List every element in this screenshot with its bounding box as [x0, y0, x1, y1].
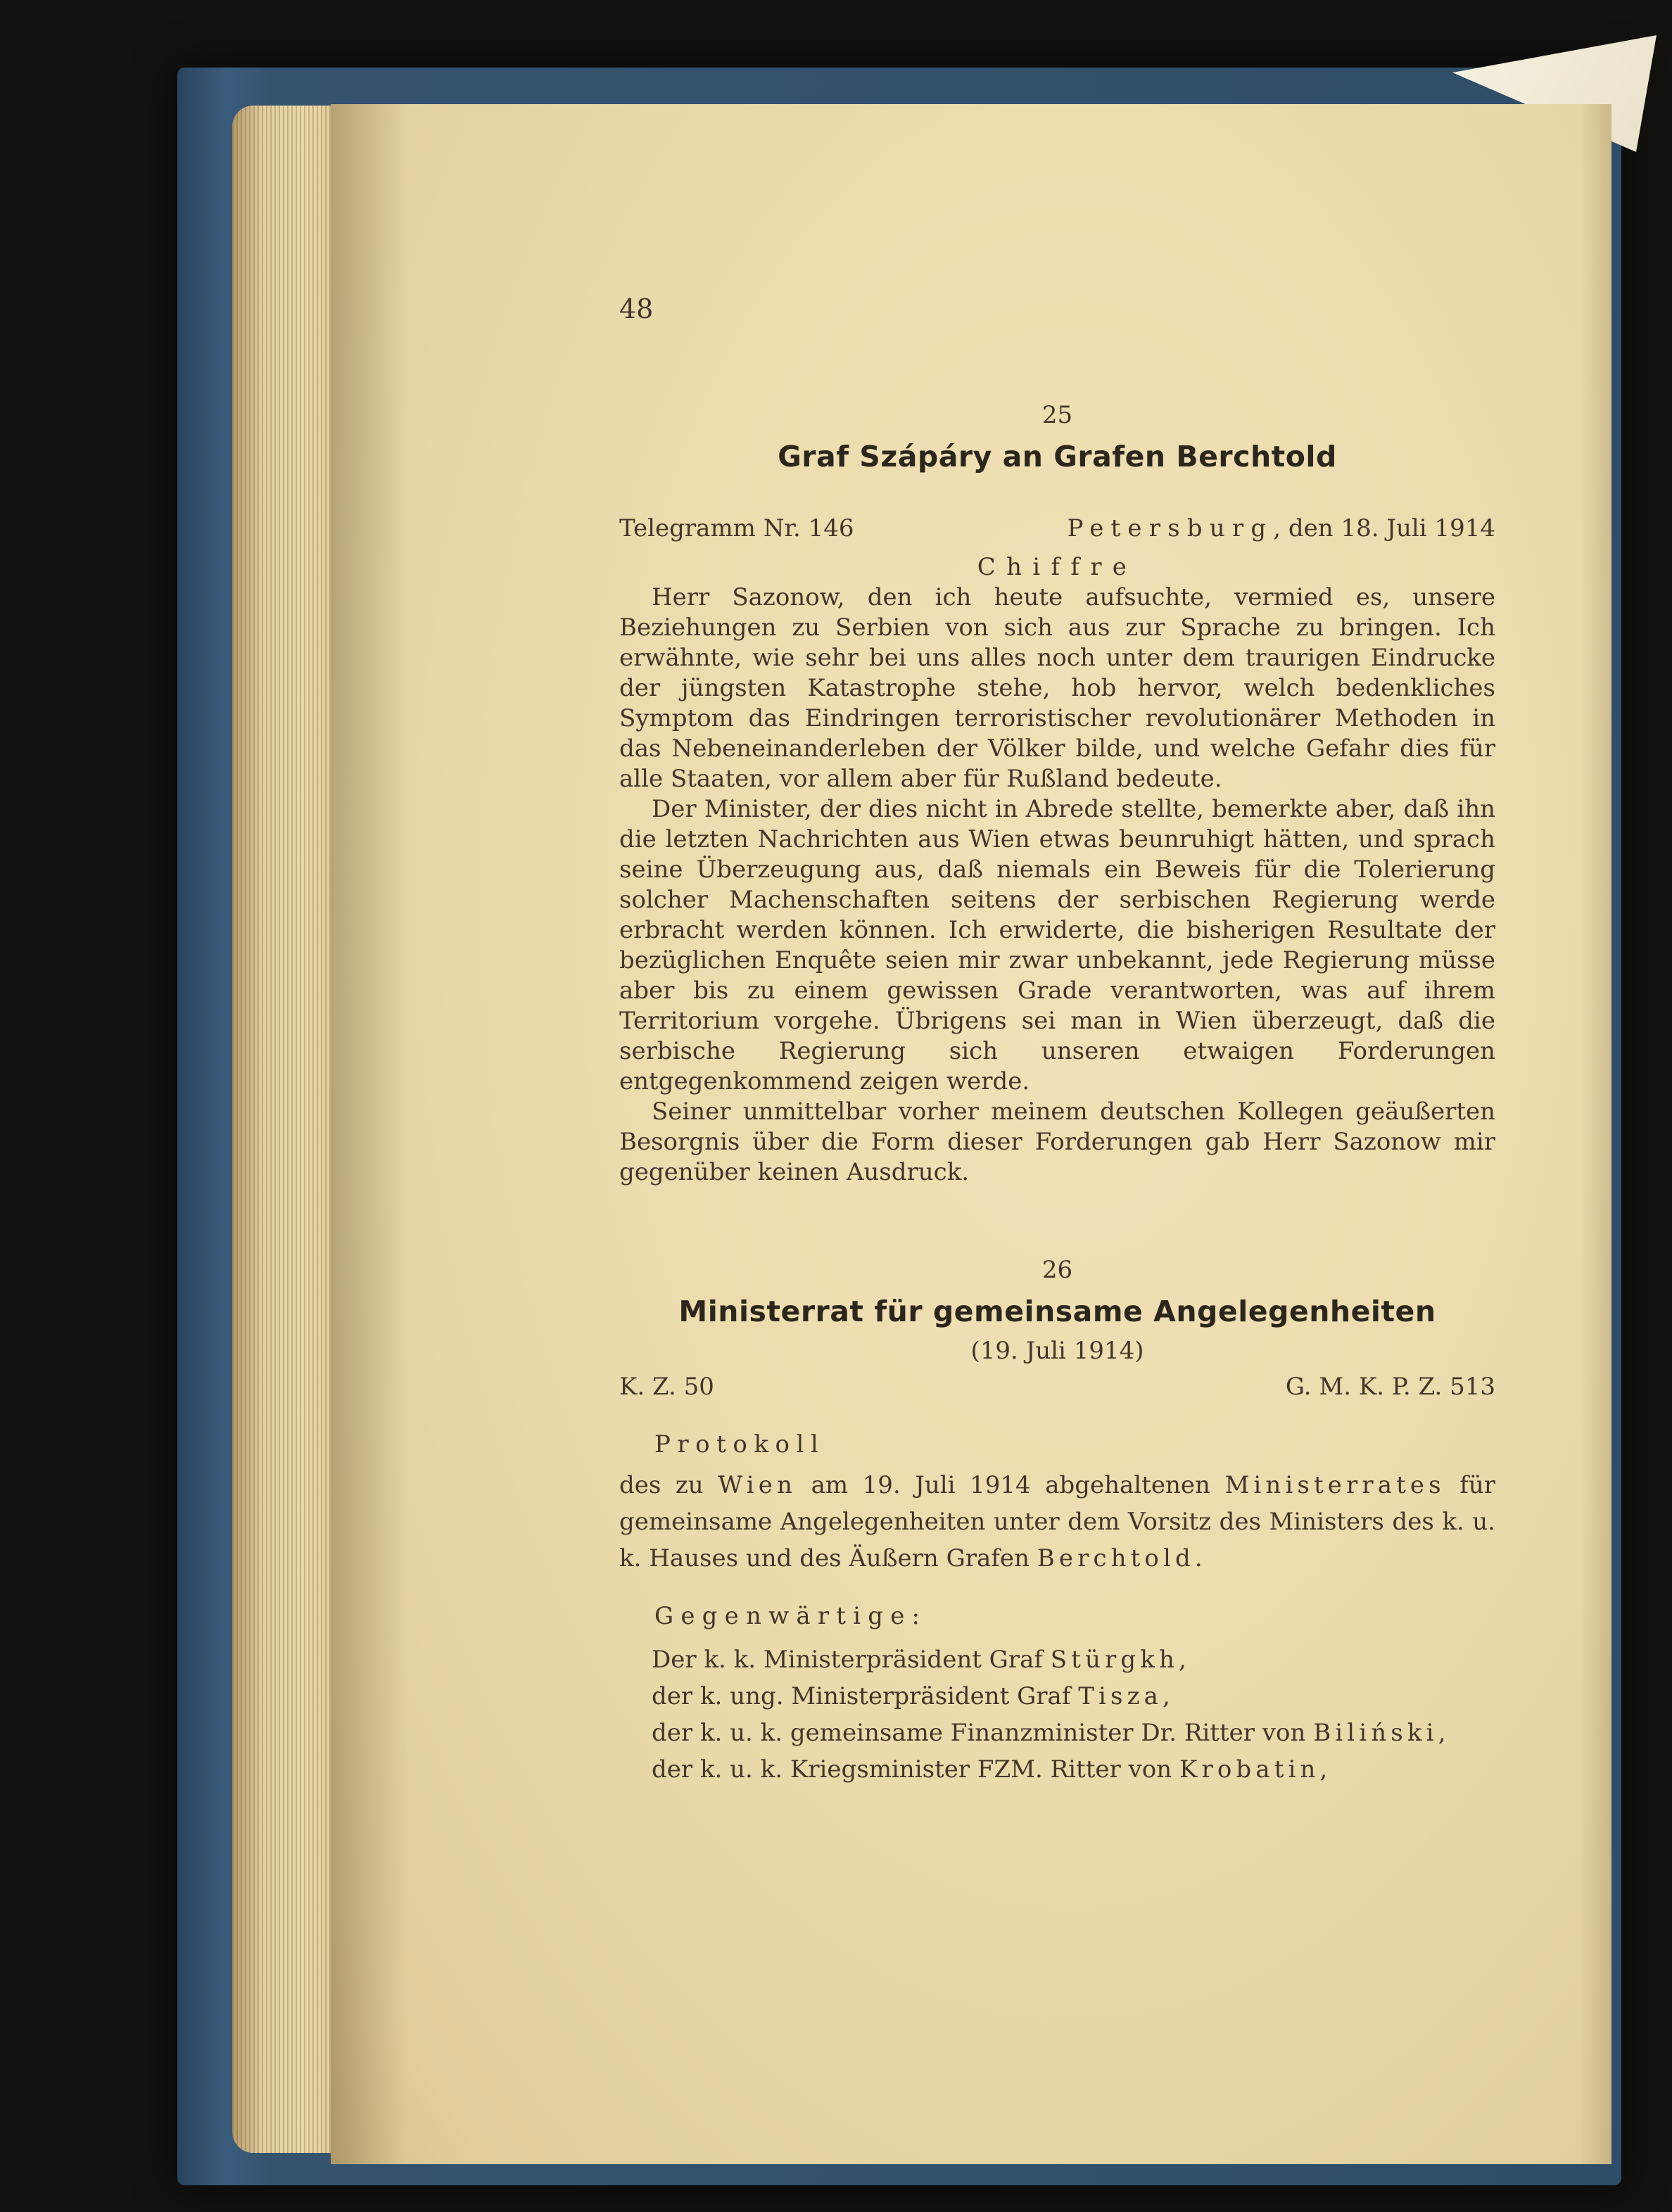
reference-row: [619, 1372, 1495, 1402]
place-date: [1068, 514, 1495, 544]
attendee-text: ,: [1163, 1682, 1170, 1710]
page-number: 48: [619, 293, 654, 324]
attendee-name: Krobatin: [1179, 1755, 1320, 1784]
attendee-line: [619, 1641, 1495, 1678]
reference-left: K. Z. 50: [619, 1373, 714, 1401]
document-title: Ministerrat für gemeinsame Angelegenheiten: [678, 1295, 1436, 1328]
attendees-heading: Gegenwärtige:: [654, 1602, 927, 1630]
body-paragraph: Der Minister, der dies nicht in Abrede stellte, bemerkte aber, daß ihn die letzten Nachrichten aus Wien etwas beunruhigt hätten, und sprach seine Überzeugung aus, daß niemals ein Beweis für die Tolerierung solcher Machenschaften seitens der serbischen Regierung werde erbracht werden können. Ich erwiderte, die bisherigen Resultate der bezüglichen Enquête seien mir zwar unbekannt, jede Regierung müsse aber bis zu einem gewissen Grade verantworten, was auf ihrem Territorium vorgehe. Übrigens sei man in Wien überzeugt, daß die serbische Regierung sich unseren etwaigen Forderungen entgegenkommend zeigen werde.: [619, 795, 1495, 1095]
attendees-list: [619, 1641, 1495, 1788]
body-paragraph: Seiner unmittelbar vorher meinem deutschen Kollegen geäußerten Besorgnis über die Form dieser Forderungen gab Herr Sazonow mir gegenüber keinen Ausdruck.: [619, 1098, 1495, 1186]
intro-text: des zu: [619, 1471, 718, 1499]
attendee-text: ,: [1319, 1755, 1328, 1784]
attendee-name: Tisza: [1078, 1682, 1163, 1710]
attendee-line: [619, 1751, 1495, 1788]
document-25: [619, 400, 1495, 1188]
protocol-intro: [619, 1467, 1495, 1577]
place-name: Petersburg: [1067, 514, 1274, 542]
intro-spaced-word: Wien: [718, 1471, 797, 1499]
body-paragraph: Herr Sazonow, den ich heute aufsuchte, vermied es, unsere Beziehungen zu Serbien von sich aus zur Sprache zu bringen. Ich erwähnte, wie sehr bei uns alles noch unter dem traurigen Eindrucke der jüngsten Katastrophe stehe, hob hervor, welch bedenkliches Symptom das Eindringen terroristischer revolutionärer Methoden in das Nebeneinanderleben der Völker bilde, und welche Gefahr dies für alle Staaten, vor allem aber für Rußland bedeute.: [619, 583, 1495, 793]
date-text: , den 18. Juli 1914: [1273, 514, 1495, 542]
reference-right: G. M. K. P. Z. 513: [1285, 1373, 1495, 1401]
cipher-label: Chiffre: [977, 553, 1138, 581]
attendee-text: der k. ung. Ministerpräsident Graf: [652, 1682, 1079, 1710]
attendee-text: der k. u. k. gemeinsame Finanzminister Dr. Ritter von: [652, 1719, 1314, 1747]
attendee-line: [619, 1715, 1495, 1751]
attendee-text: ,: [1178, 1646, 1186, 1674]
intro-text: für gemeinsame Angelegenheiten unter dem Vorsitz des Ministers des k. u. k. Hauses und des Äußern Grafen: [619, 1471, 1495, 1572]
intro-text: am 19. Juli 1914 abgehaltenen: [797, 1471, 1225, 1499]
telegram-number: Telegramm Nr. 146: [619, 514, 854, 542]
attendee-name: Stürgkh: [1050, 1646, 1179, 1674]
session-date: (19. Juli 1914): [970, 1337, 1144, 1365]
intro-spaced-word: Ministerrates: [1224, 1471, 1445, 1499]
attendee-text: ,: [1438, 1719, 1446, 1747]
page-edges: [232, 106, 336, 2153]
document-26: [619, 1255, 1495, 1788]
attendee-text: der k. u. k. Kriegsminister FZM. Ritter von: [652, 1755, 1179, 1784]
attendee-line: [619, 1678, 1495, 1715]
protocol-label: Protokoll: [654, 1430, 825, 1458]
intro-spaced-word: Berchtold: [1037, 1544, 1195, 1572]
attendee-text: Der k. k. Ministerpräsident Graf: [652, 1646, 1051, 1674]
document-number: 26: [1041, 1256, 1073, 1284]
document-title: Graf Szápáry an Grafen Berchtold: [778, 440, 1337, 473]
telegram-meta-row: [619, 514, 1495, 544]
document-number: 25: [1041, 401, 1073, 429]
book-page: [331, 104, 1611, 2164]
intro-text: .: [1194, 1544, 1203, 1572]
attendee-name: Biliński: [1313, 1719, 1438, 1747]
